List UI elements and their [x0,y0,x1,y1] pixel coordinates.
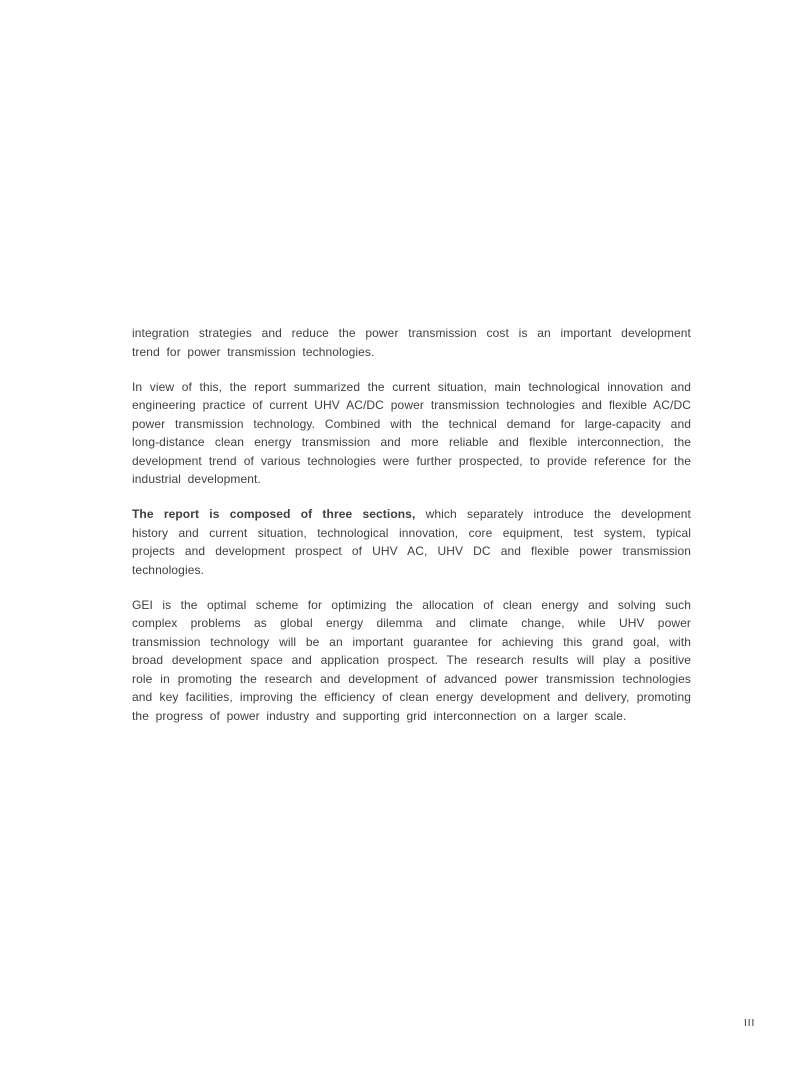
paragraph-lead-bold: The report is composed of three sections, [132,507,416,521]
page-number: III [744,1018,756,1029]
paragraph-text: which separately introduce the development history and current situation, technological innovation, core equipment, test system, typical projects and development prospect of UHV AC, UHV DC and flexible power transmission technologies. [132,507,691,577]
paragraph: GEI is the optimal scheme for optimizing the allocation of clean energy and solving such complex problems as global energy dilemma and climate change, while UHV power transmission technology will be an important guarantee for achieving this grand goal, with broad development space and application prospect. The research results will play a positive role in promoting the research and development of advanced power transmission technologies and key facilities, improving the efficiency of clean energy development and delivery, promoting the progress of power industry and supporting grid interconnection on a larger scale. [132,597,691,723]
paragraph: integration strategies and reduce the power transmission cost is an important development trend for power transmission technologies. [132,326,691,359]
paragraph: In view of this, the report summarized the current situation, main technological innovation and engineering practice of current UHV AC/DC power transmission technologies and flexible AC/DC power transmission technology. Combined with the technical demand for large-capacity and long-distance clean energy transmission and more reliable and flexible interconnection, the development trend of various technologies were further prospected, to provide reference for the industrial development. [132,379,691,486]
paragraph [132,505,691,579]
page-body-text [132,324,691,725]
